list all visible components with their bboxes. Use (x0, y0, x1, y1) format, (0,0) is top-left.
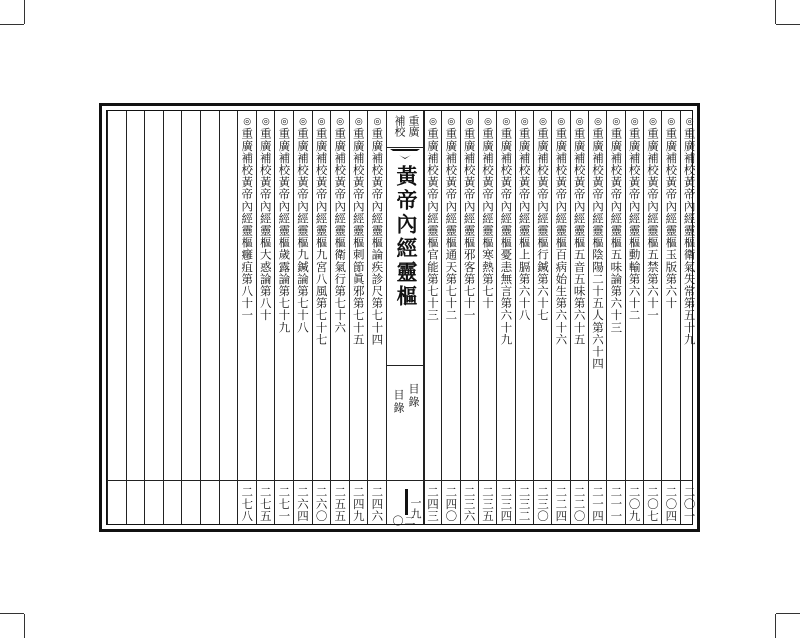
chapter-title-text: 重廣補校黃帝內經靈樞行鍼第六十七 (536, 127, 550, 322)
contents-column (460, 111, 479, 524)
chapter-title (238, 117, 256, 321)
spine-top-left: 補校 (393, 115, 406, 137)
contents-column (441, 111, 460, 524)
bullet-circle-icon: ◎ (260, 117, 271, 128)
chapter-title-text: 重廣補校黃帝內經靈樞官能第七十三 (426, 127, 440, 322)
crop-mark (775, 0, 776, 24)
bullet-circle-icon: ◎ (648, 117, 658, 128)
contents-column (570, 111, 589, 524)
bullet-circle-icon: ◎ (298, 117, 308, 128)
fishtail-mark-inner (390, 151, 420, 158)
bullet-circle-icon: ◎ (593, 117, 603, 128)
page-number: 二三六 (462, 486, 477, 522)
chapter-title (442, 117, 460, 321)
chapter-title-text: 重廣補校黃帝內經靈樞癰疽第八十一 (240, 127, 255, 322)
chapter-title (626, 117, 644, 321)
chapter-title (368, 117, 386, 345)
chapter-title (275, 117, 293, 333)
contents-column (256, 111, 275, 524)
bullet-circle-icon: ◎ (372, 117, 383, 128)
contents-column (588, 111, 607, 524)
bullet-circle-icon: ◎ (446, 117, 457, 128)
chapter-title-text: 重廣補校黃帝內經靈樞憂恚無言第六十九 (499, 127, 514, 346)
crop-mark (776, 613, 800, 614)
chapter-title-text: 重廣補校黃帝內經靈樞歲露論第七十九 (277, 127, 292, 334)
ruled-grid (106, 110, 697, 526)
spine-header (387, 111, 424, 147)
chapter-title (644, 117, 662, 321)
bullet-circle-icon: ◎ (353, 117, 364, 128)
chapter-title-text: 重廣補校黃帝內經靈樞五音五味第六十五 (572, 127, 587, 346)
contents-column (680, 111, 699, 524)
contents-column (661, 111, 680, 524)
contents-column (163, 111, 182, 524)
chapter-title (589, 117, 607, 370)
crop-mark (24, 614, 25, 638)
folio-left: 二〇 (391, 515, 416, 526)
chapter-title-text: 重廣補校黃帝內經靈樞衛氣行第七十六 (333, 127, 348, 334)
bullet-circle-icon: ◎ (279, 117, 290, 128)
contents-column (478, 111, 497, 524)
crop-mark (24, 0, 25, 24)
chapter-title-text: 重廣補校黃帝內經靈樞玉版第六十 (664, 127, 679, 310)
contents-column (515, 111, 534, 524)
chapter-title-text: 重廣補校黃帝內經靈樞九宮八風第七十七 (314, 127, 329, 346)
book-title: 黃帝內經靈樞 (394, 165, 419, 309)
bullet-circle-icon: ◎ (316, 117, 327, 128)
section-label (387, 381, 424, 481)
contents-column (496, 111, 515, 524)
bullet-circle-icon: ◎ (242, 117, 253, 128)
page-number: 二七八 (240, 486, 255, 522)
contents-column (126, 111, 145, 524)
contents-column (349, 111, 368, 524)
chapter-title (607, 117, 625, 333)
chapter-title (294, 117, 312, 333)
chapter-title (350, 117, 368, 345)
contents-column (330, 111, 349, 524)
crop-mark (776, 24, 800, 25)
bullet-circle-icon: ◎ (574, 117, 585, 128)
section-label-right: 目錄 (407, 383, 420, 409)
contents-column (237, 111, 256, 524)
page-number: 二六〇 (314, 486, 329, 522)
chapter-title (497, 117, 515, 345)
spine-top-right: 重廣 (407, 115, 420, 137)
chapter-title (257, 117, 275, 321)
page-number: 二三四 (499, 486, 514, 522)
chapter-title-text: 重廣補校黃帝內經靈樞寒熱第七十 (481, 127, 495, 310)
page-number: 二〇一 (682, 486, 697, 522)
page-number: 二五五 (333, 486, 348, 522)
page-number: 二四〇 (444, 486, 459, 522)
chapter-title-text: 重廣補校黃帝內經靈樞五味論第六十三 (609, 127, 624, 334)
page-number: 二六四 (296, 486, 310, 522)
chapter-title (552, 117, 570, 345)
bullet-circle-icon: ◎ (684, 117, 695, 128)
page-number: 二二〇 (572, 486, 587, 522)
page-number: 二〇四 (664, 486, 679, 522)
page-number: 二一一 (609, 486, 624, 522)
chapter-title (331, 117, 349, 333)
chapter-title (461, 117, 479, 321)
page-number: 二四九 (351, 486, 366, 522)
bullet-circle-icon: ◎ (464, 117, 475, 128)
contents-column (533, 111, 552, 524)
chapter-title-text: 重廣補校黃帝內經靈樞論疾診尺第七十四 (370, 127, 385, 346)
chapter-title-text: 重廣補校黃帝內經靈樞九鍼論第七十八 (296, 127, 310, 334)
bullet-circle-icon: ◎ (483, 117, 493, 128)
contents-column (643, 111, 662, 524)
chapter-title (479, 117, 497, 309)
contents-column (181, 111, 200, 524)
page-number: 二〇七 (646, 486, 660, 522)
contents-column (367, 111, 386, 524)
spine-center-bar (405, 489, 408, 515)
crop-mark (0, 613, 24, 614)
chapter-title-text: 重廣補校黃帝內經靈樞通天第七十二 (444, 127, 459, 322)
folio-right: 一九 (409, 497, 422, 519)
bullet-circle-icon: ◎ (629, 117, 640, 128)
contents-column (144, 111, 163, 524)
contents-column (274, 111, 293, 524)
chapter-title-text: 重廣補校黃帝內經靈樞上膈第六十八 (517, 127, 532, 322)
page-number: 二三二 (517, 486, 532, 522)
chapter-title-text: 重廣補校黃帝內經靈樞陰陽二十五人第六十四 (591, 127, 605, 370)
contents-column (423, 111, 442, 524)
page-number: 二七五 (258, 486, 273, 522)
title-spine (386, 111, 425, 524)
bullet-circle-icon: ◎ (538, 117, 548, 128)
chapter-title (681, 117, 699, 345)
chapter-title-text: 重廣補校黃帝內經靈樞大惑論第八十 (258, 127, 273, 322)
chapter-title (571, 117, 589, 345)
bullet-circle-icon: ◎ (611, 117, 622, 128)
book-title-block (390, 149, 421, 363)
chapter-title-text: 重廣補校黃帝內經靈樞百病始生第六十六 (554, 127, 569, 346)
bullet-circle-icon: ◎ (556, 117, 567, 128)
section-label-left: 目錄 (392, 389, 405, 415)
spine-rule (387, 147, 424, 148)
contents-column (312, 111, 331, 524)
chapter-title-text: 重廣補校黃帝內經靈樞衛氣失常第五十九 (682, 127, 697, 346)
chapter-title (313, 117, 331, 345)
bullet-circle-icon: ◎ (519, 117, 530, 128)
bullet-circle-icon: ◎ (428, 117, 438, 128)
page-number: 二七一 (277, 486, 292, 522)
chapter-title-text: 重廣補校黃帝內經靈樞刺節眞邪第七十五 (351, 127, 366, 346)
page-number: 二四三 (426, 486, 440, 522)
spine-rule (387, 480, 424, 481)
bullet-circle-icon: ◎ (501, 117, 512, 128)
contents-column (625, 111, 644, 524)
page-number: 二四六 (370, 486, 385, 522)
chapter-title-text: 重廣補校黃帝內經靈樞動輸第六十二 (627, 127, 642, 322)
contents-column (606, 111, 625, 524)
contents-column (200, 111, 219, 524)
contents-column (219, 111, 238, 524)
chapter-title (516, 117, 534, 321)
chapter-title (424, 117, 442, 321)
page-frame (99, 103, 700, 532)
bullet-circle-icon: ◎ (666, 117, 677, 128)
chapter-title-text: 重廣補校黃帝內經靈樞五禁第六十一 (646, 127, 660, 322)
page-number: 二〇九 (627, 486, 642, 522)
contents-column (293, 111, 312, 524)
page-number: 二一四 (591, 486, 605, 522)
page-number: 二二四 (554, 486, 569, 522)
contents-column (551, 111, 570, 524)
chapter-title-text: 重廣補校黃帝內經靈樞邪客第七十一 (462, 127, 477, 322)
chapter-title (534, 117, 552, 321)
spine-rule (387, 365, 424, 366)
page-number: 二三五 (481, 486, 495, 522)
bullet-circle-icon: ◎ (335, 117, 346, 128)
page-number: 二三〇 (536, 486, 550, 522)
contents-column (107, 111, 126, 524)
crop-mark (775, 614, 776, 638)
chapter-title (662, 117, 680, 309)
crop-mark (0, 24, 24, 25)
